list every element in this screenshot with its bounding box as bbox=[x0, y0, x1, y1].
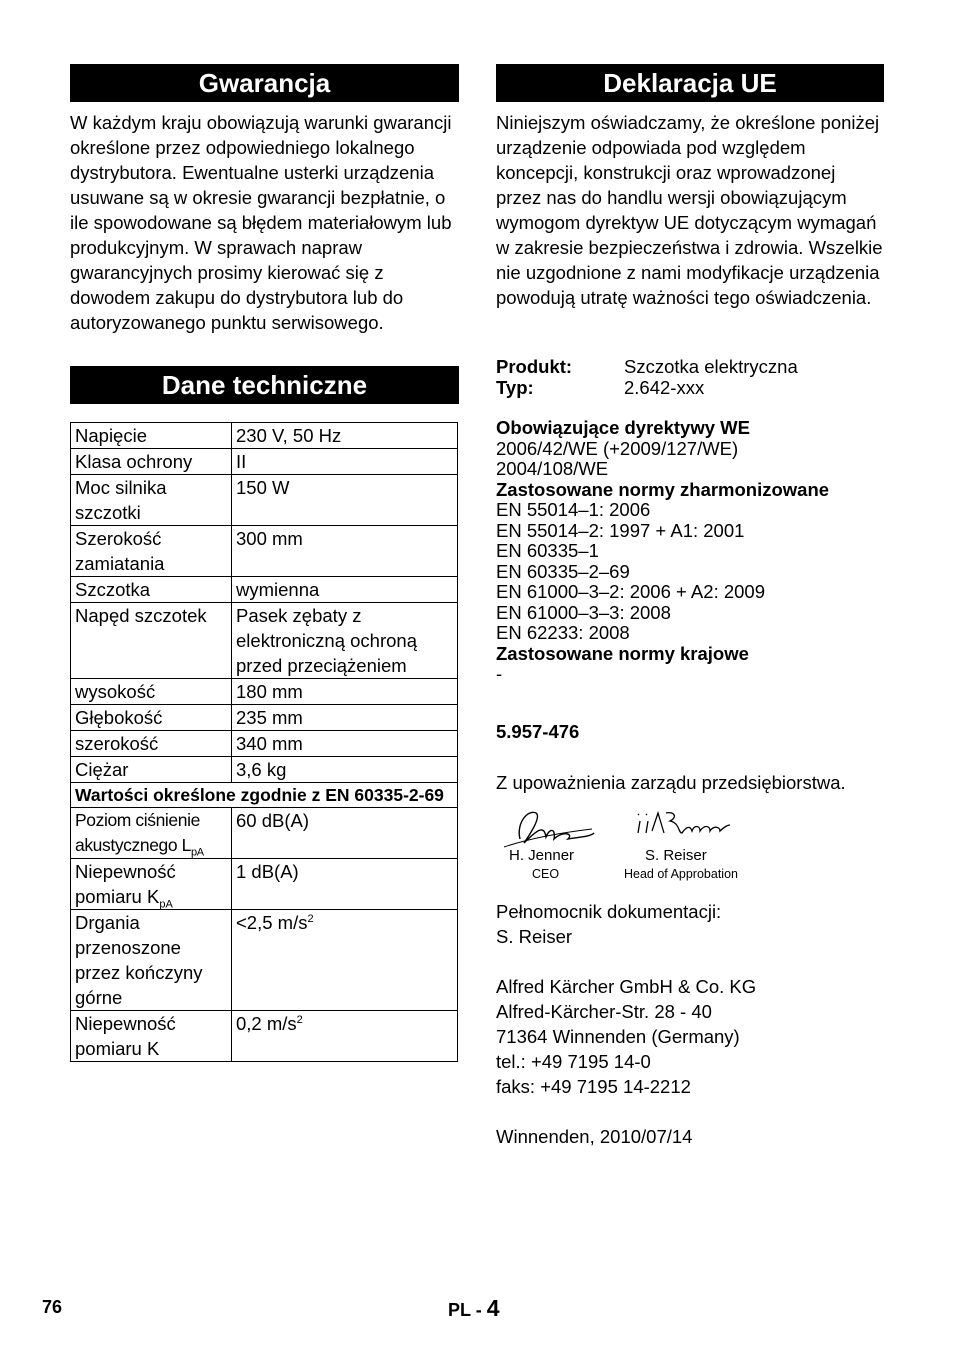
harmonised-item: EN 55014–2: 1997 + A1: 2001 bbox=[496, 519, 745, 541]
company-name: Alfred Kärcher GmbH & Co. KG bbox=[496, 976, 757, 997]
directive-item: 2006/42/WE (+2009/127/WE) bbox=[496, 437, 739, 459]
spec-row bbox=[71, 475, 458, 526]
spec-key: Szczotka bbox=[71, 577, 232, 603]
signatures bbox=[496, 803, 884, 893]
spec-row bbox=[71, 423, 458, 449]
section-page bbox=[448, 1295, 500, 1322]
spec-row bbox=[71, 679, 458, 705]
spec-row bbox=[71, 910, 458, 1011]
spec-row bbox=[71, 1011, 458, 1062]
spec-key: Ciężar bbox=[71, 757, 232, 783]
uncertainty-key bbox=[71, 859, 232, 910]
uncertainty-label: Niepewność pomiaru K bbox=[75, 861, 176, 907]
spec-row bbox=[71, 577, 458, 603]
declaration-title: Deklaracja UE bbox=[496, 64, 884, 102]
spec-row bbox=[71, 603, 458, 679]
harmonised-title: Zastosowane normy zharmonizowane bbox=[496, 478, 830, 500]
spec-value: 230 V, 50 Hz bbox=[232, 423, 458, 449]
right-column bbox=[496, 64, 884, 1149]
signer2-role: Head of Approbation bbox=[624, 867, 738, 881]
product-label: Produkt: bbox=[496, 356, 573, 377]
spec-value: 235 mm bbox=[232, 705, 458, 731]
doc-rep-label: Pełnomocnik dokumentacji: bbox=[496, 901, 722, 922]
spec-row bbox=[71, 705, 458, 731]
tech-data-title: Dane techniczne bbox=[70, 366, 459, 404]
measured-note: Wartości określone zgodnie z EN 60335-2-69 bbox=[71, 783, 458, 808]
uncertainty-value: 1 dB(A) bbox=[232, 859, 458, 910]
harmonised-item: EN 55014–1: 2006 bbox=[496, 499, 651, 520]
vibration-uncertainty-sup: 2 bbox=[296, 1013, 303, 1026]
place-date: Winnenden, 2010/07/14 bbox=[496, 1126, 693, 1147]
spec-key: Głębokość bbox=[71, 705, 232, 731]
harmonised-item: EN 60335–1 bbox=[496, 540, 599, 561]
vibration-sup: 2 bbox=[307, 912, 314, 925]
harmonised-item: EN 61000–3–2: 2006 + A2: 2009 bbox=[496, 581, 765, 602]
measured-note-row bbox=[71, 783, 458, 808]
section-page-number: 4 bbox=[486, 1295, 500, 1321]
company-address bbox=[496, 974, 884, 1099]
spec-key: Klasa ochrony bbox=[71, 449, 232, 475]
spec-key: Szerokość zamiatania bbox=[71, 526, 232, 577]
doc-rep-name: S. Reiser bbox=[496, 926, 573, 947]
harmonised-item: EN 60335–2–69 bbox=[496, 560, 630, 582]
sound-pressure-key bbox=[71, 808, 232, 859]
spec-row bbox=[71, 808, 458, 859]
doc-number: 5.957-476 bbox=[496, 720, 580, 742]
page-number: 76 bbox=[42, 1297, 63, 1317]
spec-value: 300 mm bbox=[232, 526, 458, 577]
product-value: Szczotka elektryczna bbox=[624, 356, 798, 377]
harmonised-item: EN 62233: 2008 bbox=[496, 622, 630, 643]
type-value: 2.642-xxx bbox=[624, 376, 705, 398]
company-tel: tel.: +49 7195 14-0 bbox=[496, 1051, 651, 1072]
vibration-uncertainty-value: 0,2 m/s bbox=[236, 1013, 297, 1034]
vibration-uncertainty-key: Niepewność pomiaru K bbox=[71, 1011, 232, 1062]
signer1-name: H. Jenner bbox=[509, 847, 575, 864]
spec-value: 3,6 kg bbox=[232, 757, 458, 783]
spec-value: 150 W bbox=[232, 475, 458, 526]
spec-row bbox=[71, 526, 458, 577]
spec-row bbox=[71, 859, 458, 910]
spec-row bbox=[71, 757, 458, 783]
warranty-title: Gwarancja bbox=[70, 64, 459, 102]
authorization-text: Z upoważnienia zarządu przedsiębiorstwa. bbox=[496, 772, 846, 793]
signer2-name: S. Reiser bbox=[645, 847, 707, 864]
warranty-text: W każdym kraju obowiązują warunki gwarancji określone przez odpowiedniego lokalnego dystrybutora. Ewentualne usterki urządzenia usuwane są w okresie gwarancji bezpłatnie, o ile spowodowane są błędem materiałowym lub produkcyjnym. W sprawach napraw gwarancyjnych prosimy kierować się z dowodem zakupu do dystrybutora lub do autoryzowanego punktu serwisowego. bbox=[70, 112, 452, 333]
declaration-text: Niniejszym oświadczamy, że określone poniżej urządzenie odpowiada pod względem koncepcji, konstrukcji oraz wprowadzonej przez nas do handlu wersji obowiązującym wymogom dyrektyw UE dotyczącym wymagań w zakresie bezpieczeństwa i zdrowia. Wszelkie nie uzgodnione z nami modyfikacje urządzenia powodują utratę ważności tego oświadczenia. bbox=[496, 112, 883, 308]
directives-block bbox=[496, 418, 884, 685]
spec-value: Pasek zębaty z elektroniczną ochroną przed przeciążeniem bbox=[232, 603, 458, 679]
signature-jenner bbox=[498, 803, 598, 851]
uncertainty-sub: pA bbox=[159, 898, 173, 911]
separator: - bbox=[475, 1300, 482, 1320]
left-column bbox=[70, 64, 459, 1059]
national-value: - bbox=[496, 663, 503, 684]
tech-data-table bbox=[70, 422, 458, 1062]
sound-pressure-value: 60 dB(A) bbox=[232, 808, 458, 859]
spec-key: wysokość bbox=[71, 679, 232, 705]
signer1-role: CEO bbox=[532, 867, 560, 881]
product-block bbox=[496, 357, 884, 398]
company-street: Alfred-Kärcher-Str. 28 - 40 bbox=[496, 1001, 712, 1022]
vibration-uncertainty-cell bbox=[232, 1011, 458, 1062]
spec-key: Moc silnika szczotki bbox=[71, 475, 232, 526]
spec-value: 340 mm bbox=[232, 731, 458, 757]
sound-pressure-sub: pA bbox=[191, 846, 204, 859]
national-title: Zastosowane normy krajowe bbox=[496, 642, 749, 664]
vibration-value-cell bbox=[232, 910, 458, 1011]
lang-code: PL bbox=[448, 1300, 471, 1320]
spec-value: 180 mm bbox=[232, 679, 458, 705]
company-fax: faks: +49 7195 14-2212 bbox=[496, 1076, 691, 1097]
spec-row bbox=[71, 731, 458, 757]
spec-row bbox=[71, 449, 458, 475]
spec-value: II bbox=[232, 449, 458, 475]
directives-title: Obowiązujące dyrektywy WE bbox=[496, 417, 750, 438]
spec-key: Napęd szczotek bbox=[71, 603, 232, 679]
sound-pressure-label: Poziom ciśnienie akustycznego L bbox=[75, 810, 200, 855]
company-city: 71364 Winnenden (Germany) bbox=[496, 1026, 740, 1047]
spec-key: Napięcie bbox=[71, 423, 232, 449]
directive-item: 2004/108/WE bbox=[496, 458, 609, 479]
spec-value: wymienna bbox=[232, 577, 458, 603]
type-label: Typ: bbox=[496, 376, 534, 398]
vibration-value: <2,5 m/s bbox=[236, 912, 308, 933]
spec-key: szerokość bbox=[71, 731, 232, 757]
signature-reiser bbox=[634, 803, 734, 845]
doc-rep-block bbox=[496, 899, 884, 949]
vibration-key: Drgania przenoszone przez kończyny górne bbox=[71, 910, 232, 1011]
harmonised-item: EN 61000–3–3: 2008 bbox=[496, 601, 671, 623]
